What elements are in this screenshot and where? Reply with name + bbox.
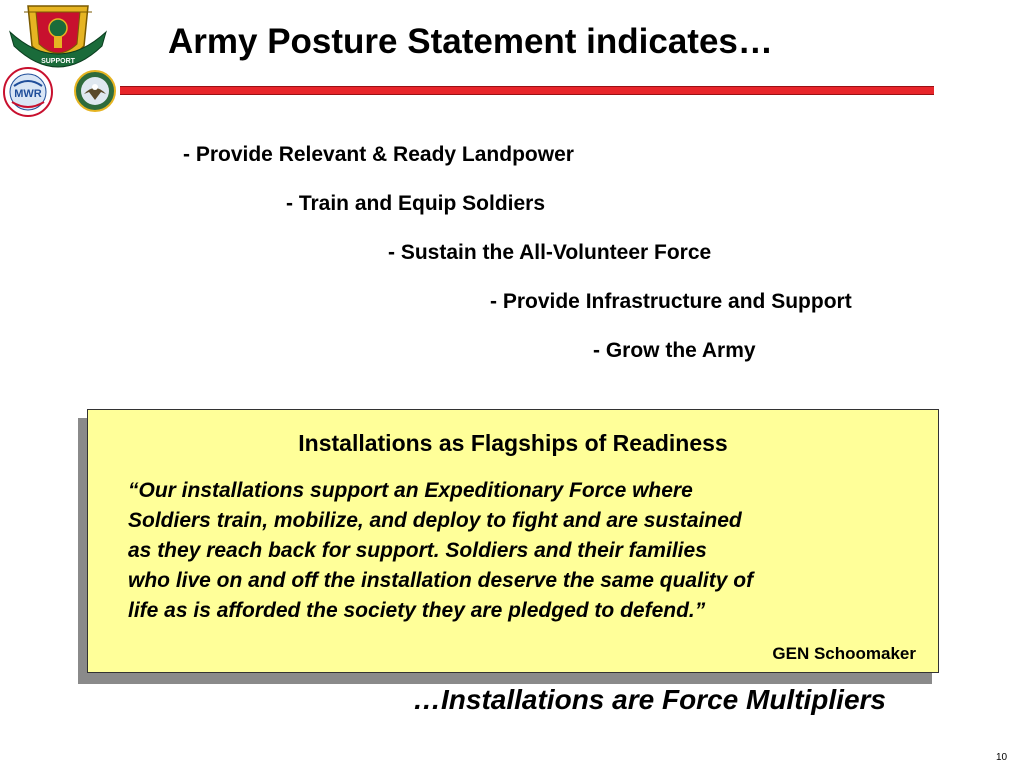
tagline: …Installations are Force Multipliers	[413, 684, 887, 715]
callout-heading: Installations as Flagships of Readiness	[298, 430, 728, 456]
callout-quote	[128, 476, 908, 626]
page-number: 10	[996, 752, 1008, 763]
callout-box	[87, 409, 939, 673]
quote-line: Soldiers train, mobilize, and deploy to fight and are sustained	[128, 509, 742, 532]
eagle-seal-logo	[74, 70, 116, 112]
slide-title: Army Posture Statement indicates…	[168, 22, 773, 61]
mwr-logo	[2, 66, 54, 118]
bullet-grow-army: - Grow the Army	[593, 339, 756, 362]
bullet-landpower: - Provide Relevant & Ready Landpower	[183, 143, 574, 166]
bullet-train-equip: - Train and Equip Soldiers	[286, 192, 546, 215]
installation-management-insignia	[6, 2, 110, 74]
quote-line: life as is afforded the society they are pledged to defend.”	[128, 599, 706, 622]
title-rule	[120, 86, 934, 95]
quote-line: who live on and off the installation deserve the same quality of	[128, 569, 754, 592]
mwr-logo-text: MWR	[14, 88, 42, 100]
quote-attribution: GEN Schoomaker	[772, 644, 916, 663]
insignia-ring-text: SUPPORT	[41, 58, 75, 65]
quote-line: as they reach back for support. Soldiers and their families	[128, 539, 707, 562]
quote-line: “Our installations support an Expeditionary Force where	[128, 479, 693, 502]
bullet-infrastructure: - Provide Infrastructure and Support	[490, 290, 852, 313]
bullet-all-volunteer: - Sustain the All-Volunteer Force	[388, 241, 712, 264]
